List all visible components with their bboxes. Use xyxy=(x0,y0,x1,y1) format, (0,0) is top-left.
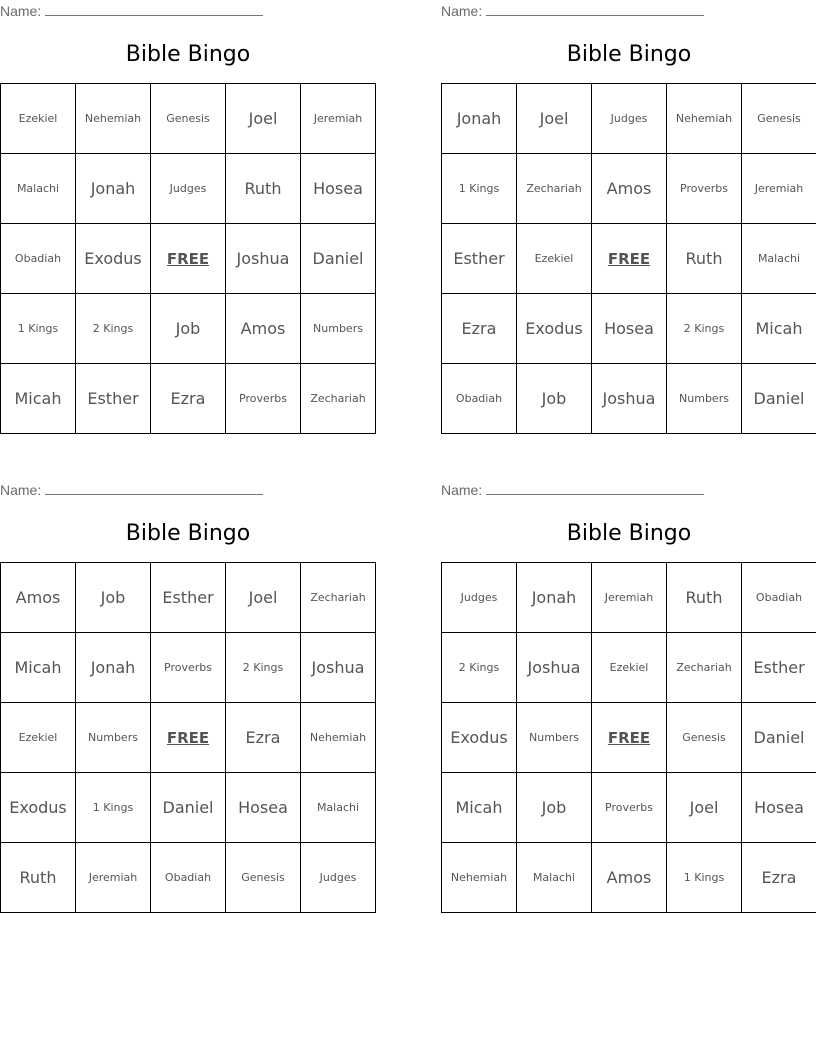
bingo-cell[interactable]: 2 Kings xyxy=(442,633,517,703)
grid-row xyxy=(1,773,376,843)
bingo-cell[interactable]: Micah xyxy=(1,633,76,703)
bingo-cell[interactable]: Zechariah xyxy=(301,563,376,633)
grid-row xyxy=(442,224,816,294)
bingo-cell[interactable]: Judges xyxy=(592,84,667,154)
bingo-cell[interactable]: Jonah xyxy=(76,154,151,224)
grid-row xyxy=(442,843,816,913)
bingo-cell[interactable]: Jeremiah xyxy=(592,563,667,633)
card-title: Bible Bingo xyxy=(566,521,692,546)
grid-row xyxy=(442,633,816,703)
bingo-cell[interactable]: Ezekiel xyxy=(1,703,76,773)
name-underline[interactable] xyxy=(45,482,263,495)
bingo-cell[interactable]: Ezekiel xyxy=(1,84,76,154)
bingo-cell[interactable]: Ruth xyxy=(667,563,742,633)
bingo-cell[interactable]: Ezra xyxy=(742,843,816,913)
bingo-grid xyxy=(441,562,816,913)
bingo-cell[interactable]: Exodus xyxy=(517,294,592,364)
bingo-cell[interactable]: Genesis xyxy=(742,84,816,154)
bingo-cell[interactable]: Ezekiel xyxy=(517,224,592,294)
bingo-cell[interactable]: Proverbs xyxy=(151,633,226,703)
bingo-cell[interactable]: Numbers xyxy=(301,294,376,364)
bingo-cell[interactable]: 2 Kings xyxy=(667,294,742,364)
bingo-cell[interactable]: Obadiah xyxy=(1,224,76,294)
bingo-cell[interactable]: Numbers xyxy=(76,703,151,773)
bingo-cell[interactable]: 1 Kings xyxy=(442,154,517,224)
bingo-cell[interactable]: Ezra xyxy=(151,364,226,434)
bingo-cell[interactable]: Job xyxy=(517,773,592,843)
bingo-cell[interactable]: Jonah xyxy=(442,84,517,154)
bingo-cell[interactable]: Esther xyxy=(76,364,151,434)
bingo-cell[interactable]: Esther xyxy=(742,633,816,703)
bingo-cell[interactable]: Job xyxy=(151,294,226,364)
name-underline[interactable] xyxy=(45,3,263,16)
bingo-cell[interactable]: Jeremiah xyxy=(76,843,151,913)
bingo-cell[interactable]: Joshua xyxy=(301,633,376,703)
bingo-cell[interactable]: Proverbs xyxy=(667,154,742,224)
free-space-cell[interactable]: FREE xyxy=(592,703,667,773)
bingo-cell[interactable]: Malachi xyxy=(517,843,592,913)
bingo-cell[interactable]: Obadiah xyxy=(742,563,816,633)
bingo-cell[interactable]: Genesis xyxy=(226,843,301,913)
bingo-cell[interactable]: Proverbs xyxy=(226,364,301,434)
bingo-cell[interactable]: Ruth xyxy=(1,843,76,913)
grid-row xyxy=(1,224,376,294)
bingo-cell[interactable]: Amos xyxy=(226,294,301,364)
bingo-cell[interactable]: Jonah xyxy=(517,563,592,633)
bingo-cell[interactable]: Exodus xyxy=(1,773,76,843)
bingo-cell[interactable]: Obadiah xyxy=(151,843,226,913)
bingo-cell[interactable]: Zechariah xyxy=(517,154,592,224)
grid-row xyxy=(442,294,816,364)
bingo-card-3 xyxy=(0,479,376,887)
grid-row xyxy=(442,84,816,154)
bingo-grid xyxy=(0,562,376,913)
bingo-cell[interactable]: Jeremiah xyxy=(301,84,376,154)
bingo-grid xyxy=(0,83,376,434)
name-label: Name: xyxy=(0,482,42,498)
name-underline[interactable] xyxy=(486,482,704,495)
grid-row xyxy=(1,294,376,364)
bingo-card-4 xyxy=(441,479,816,887)
grid-row xyxy=(1,154,376,224)
bingo-cell[interactable]: 2 Kings xyxy=(76,294,151,364)
bingo-grid xyxy=(441,83,816,434)
bingo-cell[interactable]: Job xyxy=(76,563,151,633)
bingo-cell[interactable]: Joshua xyxy=(517,633,592,703)
bingo-cell[interactable]: Jonah xyxy=(76,633,151,703)
bingo-cell[interactable]: Daniel xyxy=(301,224,376,294)
bingo-cell[interactable]: Genesis xyxy=(151,84,226,154)
bingo-cell[interactable]: Proverbs xyxy=(592,773,667,843)
name-field[interactable] xyxy=(441,482,704,498)
card-title: Bible Bingo xyxy=(125,42,251,67)
bingo-cell[interactable]: Judges xyxy=(151,154,226,224)
name-label: Name: xyxy=(441,482,483,498)
grid-row xyxy=(1,364,376,434)
bingo-cell[interactable]: Ruth xyxy=(226,154,301,224)
card-title: Bible Bingo xyxy=(125,521,251,546)
bingo-cell[interactable]: Daniel xyxy=(742,703,816,773)
bingo-cell[interactable]: Malachi xyxy=(301,773,376,843)
bingo-cell[interactable]: Amos xyxy=(592,154,667,224)
card-title: Bible Bingo xyxy=(566,42,692,67)
free-space-cell[interactable]: FREE xyxy=(151,224,226,294)
bingo-cell[interactable]: Hosea xyxy=(301,154,376,224)
bingo-cell[interactable]: Micah xyxy=(742,294,816,364)
bingo-cell[interactable]: Ezra xyxy=(226,703,301,773)
name-label: Name: xyxy=(0,3,42,19)
bingo-cell[interactable]: 1 Kings xyxy=(667,843,742,913)
grid-row xyxy=(1,843,376,913)
bingo-cell[interactable]: Jeremiah xyxy=(742,154,816,224)
bingo-cell[interactable]: Job xyxy=(517,364,592,434)
bingo-cell[interactable]: Nehemiah xyxy=(667,84,742,154)
bingo-cell[interactable]: Daniel xyxy=(151,773,226,843)
bingo-cell[interactable]: 1 Kings xyxy=(1,294,76,364)
grid-row xyxy=(1,84,376,154)
grid-row xyxy=(1,703,376,773)
bingo-cell[interactable]: Genesis xyxy=(667,703,742,773)
bingo-cell[interactable]: Joel xyxy=(667,773,742,843)
bingo-cell[interactable]: Zechariah xyxy=(301,364,376,434)
bingo-cell[interactable]: Judges xyxy=(442,563,517,633)
name-field[interactable] xyxy=(0,3,263,19)
bingo-cell[interactable]: 2 Kings xyxy=(226,633,301,703)
bingo-cell[interactable]: Exodus xyxy=(442,703,517,773)
bingo-cell[interactable]: Numbers xyxy=(667,364,742,434)
free-space-cell[interactable]: FREE xyxy=(592,224,667,294)
bingo-cell[interactable]: Nehemiah xyxy=(442,843,517,913)
bingo-cell[interactable]: Esther xyxy=(151,563,226,633)
bingo-cell[interactable]: Zechariah xyxy=(667,633,742,703)
bingo-card-2 xyxy=(441,0,816,408)
name-underline[interactable] xyxy=(486,3,704,16)
bingo-cell[interactable]: Joshua xyxy=(226,224,301,294)
bingo-cell[interactable]: Hosea xyxy=(742,773,816,843)
grid-row xyxy=(1,563,376,633)
bingo-cell[interactable]: Ruth xyxy=(667,224,742,294)
bingo-cell[interactable]: Amos xyxy=(1,563,76,633)
bingo-cell[interactable]: Numbers xyxy=(517,703,592,773)
grid-row xyxy=(442,563,816,633)
grid-row xyxy=(442,703,816,773)
bingo-cell[interactable]: Amos xyxy=(592,843,667,913)
bingo-cell[interactable]: Nehemiah xyxy=(76,84,151,154)
free-space-cell[interactable]: FREE xyxy=(151,703,226,773)
bingo-card-1 xyxy=(0,0,376,408)
bingo-cell[interactable]: Micah xyxy=(442,773,517,843)
bingo-cell[interactable]: Malachi xyxy=(1,154,76,224)
bingo-cell[interactable]: Joshua xyxy=(592,364,667,434)
grid-row xyxy=(442,773,816,843)
bingo-cell[interactable]: Malachi xyxy=(742,224,816,294)
name-field[interactable] xyxy=(441,3,704,19)
bingo-cell[interactable]: Ezra xyxy=(442,294,517,364)
bingo-cell[interactable]: Hosea xyxy=(592,294,667,364)
grid-row xyxy=(442,154,816,224)
bingo-cell[interactable]: Judges xyxy=(301,843,376,913)
name-label: Name: xyxy=(441,3,483,19)
bingo-cell[interactable]: Esther xyxy=(442,224,517,294)
grid-row xyxy=(1,633,376,703)
bingo-cell[interactable]: Obadiah xyxy=(442,364,517,434)
bingo-cell[interactable]: Micah xyxy=(1,364,76,434)
name-field[interactable] xyxy=(0,482,263,498)
bingo-cell[interactable]: Nehemiah xyxy=(301,703,376,773)
bingo-cell[interactable]: Joel xyxy=(517,84,592,154)
bingo-cell[interactable]: Hosea xyxy=(226,773,301,843)
grid-row xyxy=(442,364,816,434)
bingo-cell[interactable]: Joel xyxy=(226,84,301,154)
bingo-cell[interactable]: Daniel xyxy=(742,364,816,434)
bingo-cell[interactable]: Joel xyxy=(226,563,301,633)
bingo-cell[interactable]: Ezekiel xyxy=(592,633,667,703)
bingo-cell[interactable]: Exodus xyxy=(76,224,151,294)
bingo-cell[interactable]: 1 Kings xyxy=(76,773,151,843)
